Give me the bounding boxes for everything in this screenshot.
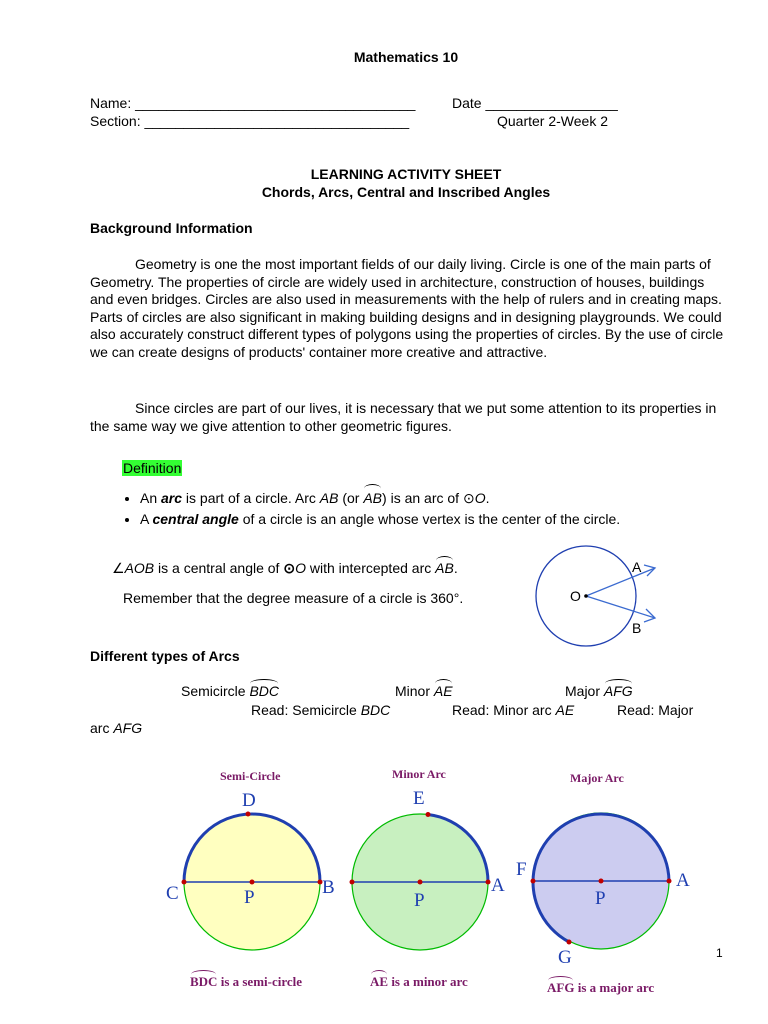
point-p	[250, 880, 255, 885]
minor-fig-title: Minor Arc	[392, 767, 446, 781]
background-heading: Background Information	[90, 220, 253, 236]
definition-central-angle: • A central angle of a circle is an angle whose vertex is the center of the circle.	[140, 509, 620, 530]
point-left	[350, 880, 355, 885]
read-major-cont: arc AFG	[90, 720, 143, 736]
label-b: B	[322, 877, 335, 898]
semicircle-notation: Semicircle BDC	[181, 683, 280, 699]
point-d	[246, 812, 251, 817]
sheet-title: LEARNING ACTIVITY SHEET	[310, 166, 502, 182]
label-b: B	[632, 620, 642, 636]
arc-notation: AB	[363, 488, 382, 509]
major-fig-title: Major Arc	[570, 771, 624, 785]
degree-note: Remember that the degree measure of a circle is 360°.	[123, 590, 464, 606]
quarter-label: Quarter 2-Week 2	[497, 113, 609, 129]
major-arc-figure	[510, 785, 700, 975]
label-a: A	[632, 559, 642, 575]
point-c	[182, 880, 187, 885]
page-number: 1	[716, 946, 723, 960]
major-notation: Major AFG	[565, 683, 633, 699]
background-paragraph-1: Geometry is one the most important fields of our daily living. Circle is one of the main parts of Geometry. The properties of circle are widely used in architecture, construction of houses, buildings and even bridges. Circles are also used in measurements with the help of rulers and in creating maps. Parts of circles are also significant in making building designs and in designing playgrounds. We could also accurately construct different types of polygons using the properties of circles. By the use of circle we can create designs of products' container more creative and attractive.	[90, 256, 724, 360]
definition-label	[122, 460, 182, 476]
center-point	[584, 594, 588, 598]
point-p	[599, 879, 604, 884]
minor-caption: AE is a minor arc	[370, 974, 468, 989]
semicircle-figure	[160, 785, 350, 965]
ray-oa	[586, 568, 655, 596]
label-p: P	[244, 887, 255, 908]
label-c: C	[166, 883, 179, 904]
minor-arc-figure	[335, 785, 525, 965]
semicircle-fig-title: Semi-Circle	[220, 769, 281, 783]
name-blank: ____________________________________	[135, 95, 416, 111]
semicircle-caption: BDC is a semi-circle	[190, 974, 303, 989]
label-e: E	[413, 788, 425, 809]
section-field	[90, 113, 409, 129]
label-g: G	[558, 947, 572, 968]
arc-notation: AB	[435, 560, 454, 576]
definition-arc: • An arc is part of a circle. Arc AB (or AB) is an arc of ⊙O.	[140, 488, 620, 509]
point-a	[667, 879, 672, 884]
definition-list	[122, 488, 620, 530]
ray-ob	[586, 596, 655, 618]
label-o: O	[570, 588, 581, 604]
point-a	[486, 880, 491, 885]
label-a: A	[491, 875, 505, 896]
subject-title: Mathematics 10	[353, 49, 459, 65]
point-f	[531, 879, 536, 884]
label-d: D	[242, 790, 256, 811]
date-blank: _________________	[485, 95, 618, 111]
sheet-subtitle: Chords, Arcs, Central and Inscribed Angles	[261, 184, 551, 200]
definition-highlight: Definition	[123, 460, 182, 476]
label-p: P	[595, 888, 606, 909]
section-label: Section:	[90, 113, 141, 129]
section-blank: __________________________________	[144, 113, 410, 129]
read-major: Read: Major	[617, 702, 694, 718]
date-field	[452, 95, 618, 111]
background-paragraph-2: Since circles are part of our lives, it is necessary that we put some attention to its properties in the same way we give attention to other geometric figures.	[90, 400, 717, 434]
label-p: P	[414, 890, 425, 911]
label-f: F	[516, 859, 527, 880]
point-e	[426, 812, 431, 817]
read-minor: Read: Minor arc AE	[452, 702, 575, 718]
name-field	[90, 95, 415, 111]
central-angle-diagram	[520, 538, 670, 648]
label-a: A	[676, 870, 690, 891]
arcs-heading: Different types of Arcs	[90, 648, 240, 664]
point-g	[567, 940, 572, 945]
read-semicircle: Read: Semicircle BDC	[251, 702, 391, 718]
minor-notation: Minor AE	[395, 683, 453, 699]
point-p	[418, 880, 423, 885]
central-angle-statement: ∠AOB is a central angle of ⊙O with intercepted arc AB.	[112, 560, 458, 576]
date-label: Date	[452, 95, 482, 111]
name-label: Name:	[90, 95, 132, 111]
major-caption: AFG is a major arc	[547, 980, 655, 995]
